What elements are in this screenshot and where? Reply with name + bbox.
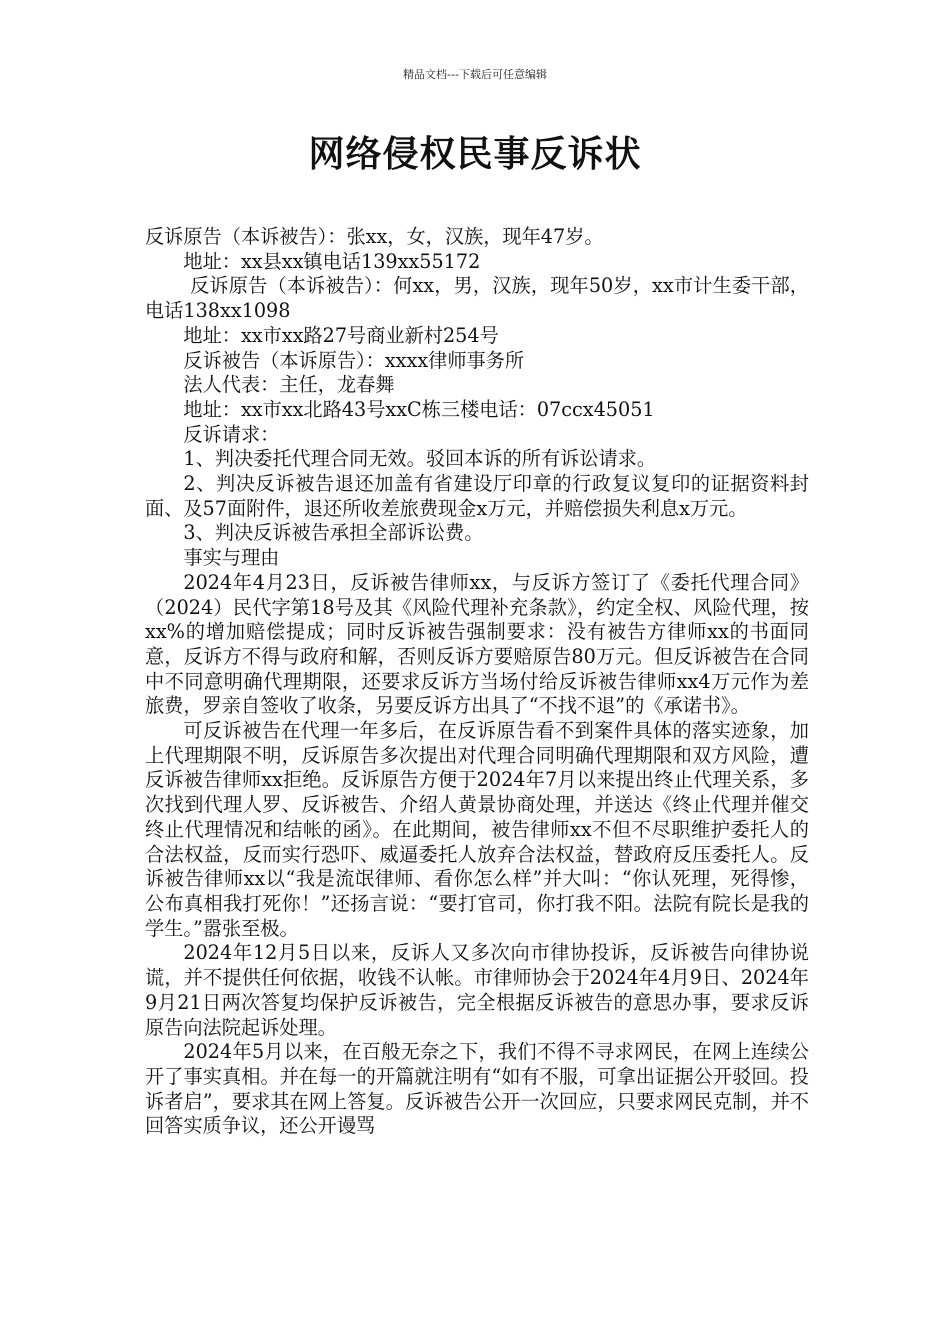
- facts-paragraph-2: 可反诉被告在代理一年多后，在反诉原告看不到案件具体的落实迹象，加上代理期限不明，反诉原告多次提出对代理合同明确代理期限和双方风险，遭反诉被告律师xx拒绝。反诉原告方便于2024年7月以来提出终止代理关系，多次找到代理人罗、反诉被告、介绍人黄景协商处理，并送达《终止代理并催交终止代理情况和结帐的函》。在此期间，被告律师xx不但不尽职维护委托人的合法权益，反而实行恐吓、威逼委托人放弃合法权益，替政府反压委托人。反诉被告律师xx以“我是流氓律师、看你怎么样”并大叫：“你认死理，死得惨，公布真相我打死你！”还扬言说：“要打官司，你打我不阳。法院有院长是我的学生。”嚣张至极。: [145, 719, 809, 940]
- facts-paragraph-4: 2024年5月以来，在百般无奈之下，我们不得不寻求网民，在网上连续公开了事实真相。并在每一的开篇就注明有“如有不服，可拿出证据公开驳回。投诉者启”，要求其在网上答复。反诉被告公开一次回应，只要求网民克制，并不回答实质争议，还公开谩骂: [145, 1040, 809, 1138]
- page-header: 精品文档---下载后可任意编辑: [403, 68, 547, 81]
- facts-paragraph-3: 2024年12月5日以来，反诉人又多次向市律协投诉，反诉被告向律协说谎，并不提供任何依据，收钱不认帐。市律师协会于2024年4月9日、2024年9月21日两次答复均保护反诉被告，完全根据反诉被告的意思办事，要求反诉原告向法院起诉处理。: [145, 941, 809, 1039]
- claim-item-1: 1、判决委托代理合同无效。驳回本诉的所有诉讼请求。: [183, 447, 657, 471]
- facts-paragraph-1: 2024年4月23日，反诉被告律师xx，与反诉方签订了《委托代理合同》（2024）民代字第18号及其《风险代理补充条款》，约定全权、风险代理，按xx%的增加赔偿提成；同时反诉被告强制要求：没有被告方律师xx的书面同意，反诉方不得与政府和解，否则反诉方要赔原告80万元。但反诉被告在合同中不同意明确代理期限，还要求反诉方当场付给反诉被告律师xx4万元作为差旅费，罗亲自签收了收条，另要反诉方出具了“不找不退”的《承诺书》。: [145, 570, 809, 718]
- claim-item-2: 2、判决反诉被告退还加盖有省建设厅印章的行政复议复印的证据资料封面、及57面附件，退还所收差旅费现金x万元，并赔偿损失利息x万元。: [145, 472, 809, 520]
- paragraph-legal-rep: 法人代表：主任，龙春舞: [183, 373, 395, 397]
- claim-item-3: 3、判决反诉被告承担全部诉讼费。: [183, 521, 484, 545]
- paragraph-defendant: 反诉被告（本诉原告）：xxxx律师事务所: [183, 348, 525, 372]
- paragraph-address-2: 地址：xx市xx路27号商业新村254号: [183, 323, 499, 347]
- section-heading-facts: 事实与理由: [183, 546, 280, 570]
- paragraph-address-1: 地址：xx县xx镇电话139xx55172: [183, 249, 481, 273]
- paragraph-plaintiff-2: 反诉原告（本诉被告）：何xx，男，汉族，现年50岁，xx市计生委干部，电话138xx1098: [145, 274, 809, 323]
- paragraph-address-3: 地址：xx市xx北路43号xxC栋三楼电话：07ccx45051: [183, 397, 655, 421]
- section-heading-claims: 反诉请求：: [183, 422, 280, 446]
- paragraph-plaintiff-1: 反诉原告（本诉被告）：张xx，女，汉族，现年47岁。: [145, 225, 604, 248]
- document-title: 网络侵权民事反诉状: [308, 134, 642, 175]
- document-body: [145, 225, 809, 1139]
